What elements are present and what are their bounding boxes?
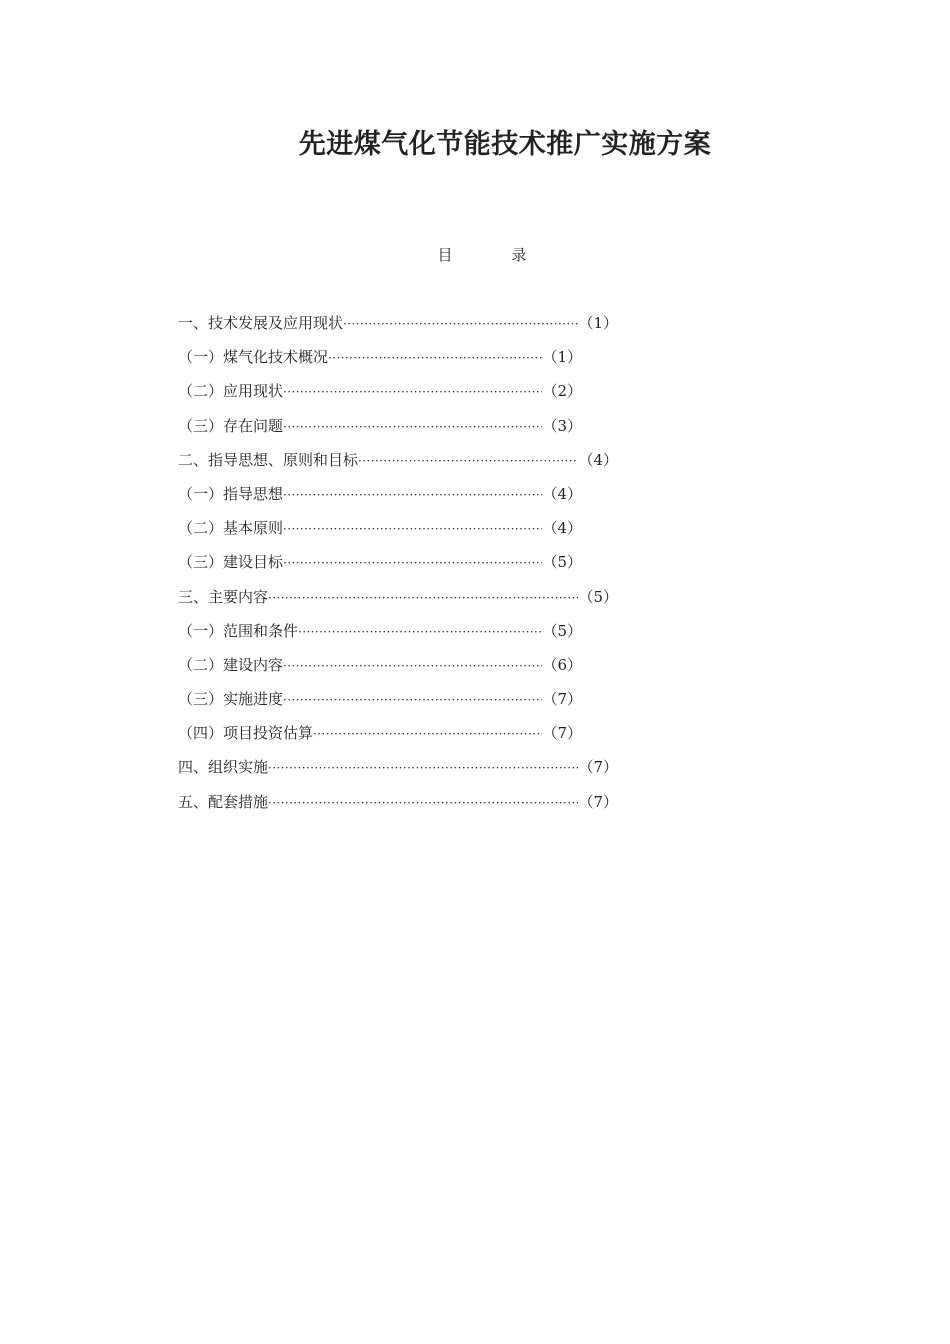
toc-entry-label: （三）存在问题 bbox=[178, 416, 284, 435]
toc-entry[interactable] bbox=[178, 517, 582, 551]
toc-entry[interactable] bbox=[178, 312, 618, 346]
toc-entry-page: （4） bbox=[542, 484, 582, 503]
table-of-contents bbox=[178, 312, 618, 825]
toc-dot-leader bbox=[283, 552, 542, 574]
toc-entry-label: （一）指导思想 bbox=[178, 484, 284, 503]
toc-entry-page: （7） bbox=[578, 758, 618, 777]
toc-entry[interactable] bbox=[178, 620, 582, 654]
toc-entry-page: （2） bbox=[542, 382, 582, 401]
toc-entry[interactable] bbox=[178, 586, 618, 620]
toc-entry-label: （二）建设内容 bbox=[178, 655, 284, 674]
toc-entry-page: （5） bbox=[578, 587, 618, 606]
toc-entry-page: （4） bbox=[578, 450, 618, 469]
toc-entry[interactable] bbox=[178, 688, 582, 722]
toc-entry[interactable] bbox=[178, 346, 582, 380]
toc-entry-label: 三、主要内容 bbox=[178, 587, 269, 606]
toc-dot-leader bbox=[328, 347, 542, 369]
toc-entry-page: （5） bbox=[542, 553, 582, 572]
toc-entry-label: （一）范围和条件 bbox=[178, 621, 299, 640]
toc-entry-label: 五、配套措施 bbox=[178, 792, 269, 811]
toc-entry[interactable] bbox=[178, 654, 582, 688]
toc-entry-label: （四）项目投资估算 bbox=[178, 724, 314, 743]
toc-dot-leader bbox=[283, 381, 542, 403]
toc-entry-page: （5） bbox=[542, 621, 582, 640]
toc-entry-label: （三）建设目标 bbox=[178, 553, 284, 572]
toc-dot-leader bbox=[268, 757, 578, 779]
toc-entry-label: （二）应用现状 bbox=[178, 382, 284, 401]
toc-entry-page: （1） bbox=[542, 348, 582, 367]
toc-entry-label: 四、组织实施 bbox=[178, 758, 269, 777]
toc-entry[interactable] bbox=[178, 551, 582, 585]
toc-dot-leader bbox=[343, 313, 578, 335]
toc-entry-page: （1） bbox=[578, 314, 618, 332]
toc-entry-label: （二）基本原则 bbox=[178, 519, 284, 538]
toc-dot-leader bbox=[283, 655, 542, 677]
toc-dot-leader bbox=[268, 587, 578, 609]
toc-entry[interactable] bbox=[178, 756, 618, 790]
toc-entry-label: （三）实施进度 bbox=[178, 690, 284, 709]
toc-entry-label: 一、技术发展及应用现状 bbox=[178, 314, 344, 332]
toc-heading: 目 录 bbox=[437, 246, 549, 264]
toc-entry[interactable] bbox=[178, 449, 618, 483]
toc-entry[interactable] bbox=[178, 415, 582, 449]
toc-entry[interactable] bbox=[178, 380, 582, 414]
toc-dot-leader bbox=[283, 518, 542, 540]
toc-entry-label: 二、指导思想、原则和目标 bbox=[178, 450, 359, 469]
toc-dot-leader bbox=[358, 450, 578, 472]
toc-entry-page: （3） bbox=[542, 416, 582, 435]
toc-entry-page: （7） bbox=[542, 690, 582, 709]
toc-dot-leader bbox=[313, 723, 542, 745]
toc-dot-leader bbox=[283, 484, 542, 506]
toc-dot-leader bbox=[298, 621, 542, 643]
toc-dot-leader bbox=[268, 792, 578, 814]
toc-entry-page: （4） bbox=[542, 519, 582, 538]
toc-entry-label: （一）煤气化技术概况 bbox=[178, 348, 329, 367]
toc-entry[interactable] bbox=[178, 722, 582, 756]
toc-entry-page: （6） bbox=[542, 655, 582, 674]
toc-entry-page: （7） bbox=[578, 792, 618, 811]
toc-entry-page: （7） bbox=[542, 724, 582, 743]
toc-dot-leader bbox=[283, 689, 542, 711]
toc-dot-leader bbox=[283, 416, 542, 438]
toc-entry[interactable] bbox=[178, 483, 582, 517]
toc-entry[interactable] bbox=[178, 791, 618, 825]
document-title: 先进煤气化节能技术推广实施方案 bbox=[298, 129, 712, 160]
